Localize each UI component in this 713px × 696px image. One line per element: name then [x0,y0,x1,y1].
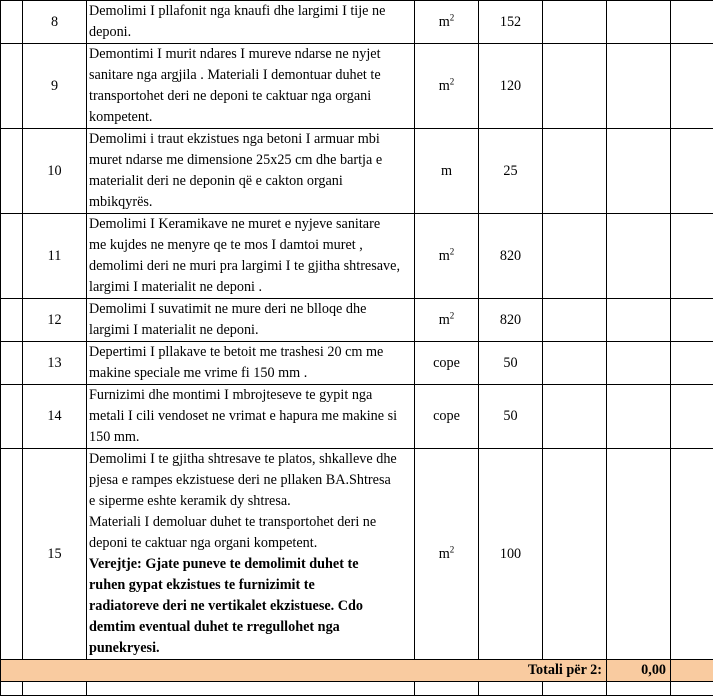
description-line: sanitare nga argjila . Materiali I demontuar duhet te [89,65,411,86]
empty-cell[interactable] [671,682,713,696]
description-line: demolimi deri ne muri pra largimi I te gjitha shtresave, [89,256,411,277]
item-unit[interactable] [415,385,479,449]
amount-cell[interactable] [607,385,671,449]
extra-cell[interactable] [671,214,713,299]
amount-cell[interactable] [607,44,671,129]
description-line: muret ndarse me dimensione 25x25 cm dhe bartja e [89,150,411,171]
description-line: Materiali I demoluar duhet te transportohet deri ne [89,512,411,533]
item-number[interactable]: 10 [23,129,87,214]
description-line: mbikqyrës. [89,192,411,213]
table-row [1,299,713,342]
description-line: Depertimi I pllakave te betoit me trashesi 20 cm me [89,342,411,363]
description-line: Demolimi I suvatimit ne mure deri ne blloqe dhe [89,299,411,320]
description-line: Demolimi I pllafonit nga knaufi dhe largimi I tije ne [89,1,411,22]
extra-cell[interactable] [671,342,713,385]
item-number[interactable]: 12 [23,299,87,342]
cell-margin[interactable] [1,342,23,385]
unit-text: cope [433,408,460,424]
note-line: Verejtje: Gjate puneve te demolimit duhet te [89,554,411,575]
item-quantity[interactable]: 820 [479,299,543,342]
item-number[interactable]: 8 [23,1,87,44]
note-line: demtim eventual duhet te rregullohet nga [89,617,411,638]
unit-price-cell[interactable] [543,342,607,385]
description-line: deponi te caktuar nga organi kompetent. [89,533,411,554]
unit-superscript: 2 [450,246,455,256]
cell-margin[interactable] [1,1,23,44]
description-line: metali I cili vendoset ne vrimat e hapura me makine si [89,406,411,427]
empty-cell[interactable] [87,682,415,696]
item-description[interactable] [87,129,415,214]
extra-cell[interactable] [671,660,713,682]
item-unit[interactable] [415,342,479,385]
item-quantity[interactable]: 152 [479,1,543,44]
description-line: transportohet deri ne deponi te caktuar nga organi [89,86,411,107]
description-line: Demolimi I te gjitha shtresave te platos, shkalleve dhe [89,449,411,470]
item-number[interactable]: 13 [23,342,87,385]
unit-superscript: 2 [450,310,455,320]
unit-price-cell[interactable] [543,129,607,214]
amount-cell[interactable] [607,214,671,299]
table-row [1,449,713,660]
empty-cell[interactable] [543,682,607,696]
item-quantity[interactable]: 25 [479,129,543,214]
total-row [1,660,713,682]
extra-cell[interactable] [671,44,713,129]
unit-text: m [439,312,450,328]
item-number[interactable]: 9 [23,44,87,129]
item-description[interactable] [87,1,415,44]
description-line: Demolimi I Keramikave ne muret e nyjeve sanitare [89,214,411,235]
description-line: me kujdes ne menyre qe te mos I damtoi muret , [89,235,411,256]
description-line: Demontimi I murit ndares I mureve ndarse ne nyjet [89,44,411,65]
description-line: materialit deri ne deponin që e cakton organi [89,171,411,192]
item-unit[interactable] [415,129,479,214]
item-number[interactable]: 15 [23,449,87,660]
item-number[interactable]: 11 [23,214,87,299]
extra-cell[interactable] [671,1,713,44]
description-line: 150 mm. [89,427,411,448]
item-unit[interactable] [415,1,479,44]
item-description[interactable] [87,385,415,449]
note-line: punekryesi. [89,638,411,659]
table-row [1,682,713,696]
amount-cell[interactable] [607,299,671,342]
cell-margin[interactable] [1,214,23,299]
empty-cell[interactable] [23,682,87,696]
description-line: e siperme eshte keramik dy shtresa. [89,491,411,512]
unit-price-cell[interactable] [543,299,607,342]
cell-margin[interactable] [1,129,23,214]
empty-cell[interactable] [479,682,543,696]
cell-margin[interactable] [1,44,23,129]
item-unit[interactable] [415,44,479,129]
empty-cell[interactable] [415,682,479,696]
note-line: ruhen gypat ekzistues te furnizimit te [89,575,411,596]
unit-price-cell[interactable] [543,385,607,449]
unit-superscript: 2 [450,76,455,86]
extra-cell[interactable] [671,129,713,214]
amount-cell[interactable] [607,449,671,660]
extra-cell[interactable] [671,299,713,342]
description-line: kompetent. [89,107,411,128]
unit-text: m [439,248,450,264]
unit-text: m [439,78,450,94]
unit-price-cell[interactable] [543,449,607,660]
description-line: Furnizimi dhe montimi I mbrojteseve te gypit nga [89,385,411,406]
item-quantity[interactable]: 120 [479,44,543,129]
item-quantity[interactable]: 820 [479,214,543,299]
item-quantity[interactable]: 100 [479,449,543,660]
item-number[interactable]: 14 [23,385,87,449]
table-row [1,214,713,299]
unit-text: m [439,546,450,562]
description-line: makine speciale me vrime fi 150 mm . [89,363,411,384]
description-line: largimi I materialit ne deponi . [89,277,411,298]
extra-cell[interactable] [671,449,713,660]
amount-cell[interactable] [607,342,671,385]
cell-margin[interactable] [1,660,23,682]
extra-cell[interactable] [671,385,713,449]
item-description[interactable] [87,299,415,342]
item-description[interactable] [87,449,415,660]
unit-text: m [441,163,452,179]
unit-superscript: 2 [450,12,455,22]
table-row [1,1,713,44]
unit-price-cell[interactable] [543,1,607,44]
item-description[interactable] [87,214,415,299]
unit-text: cope [433,355,460,371]
table-row [1,44,713,129]
description-line: Demolimi i traut ekzistues nga betoni I armuar mbi [89,129,411,150]
note-line: radiatoreve deri ne vertikalet ekzistuese. Cdo [89,596,411,617]
cell-margin[interactable] [1,385,23,449]
cell-margin[interactable] [1,299,23,342]
description-line: deponi. [89,22,411,43]
item-quantity[interactable]: 50 [479,342,543,385]
item-unit[interactable] [415,299,479,342]
description-line: largimi I materialit ne deponi. [89,320,411,341]
item-description[interactable] [87,44,415,129]
item-description[interactable] [87,342,415,385]
table-row [1,385,713,449]
total-value[interactable]: 0,00 [607,660,671,682]
item-unit[interactable] [415,214,479,299]
item-quantity[interactable]: 50 [479,385,543,449]
table-row [1,129,713,214]
cell-margin[interactable] [1,449,23,660]
total-label: Totali për 2: [23,660,607,682]
amount-cell[interactable] [607,1,671,44]
cell-margin[interactable] [1,682,23,696]
amount-cell[interactable] [607,129,671,214]
unit-price-cell[interactable] [543,44,607,129]
description-line: pjesa e rampes ekzistuese deri ne pllaken BA.Shtresa [89,470,411,491]
unit-superscript: 2 [450,544,455,554]
table-row [1,342,713,385]
empty-cell[interactable] [607,682,671,696]
item-unit[interactable] [415,449,479,660]
unit-price-cell[interactable] [543,214,607,299]
unit-text: m [439,14,450,30]
